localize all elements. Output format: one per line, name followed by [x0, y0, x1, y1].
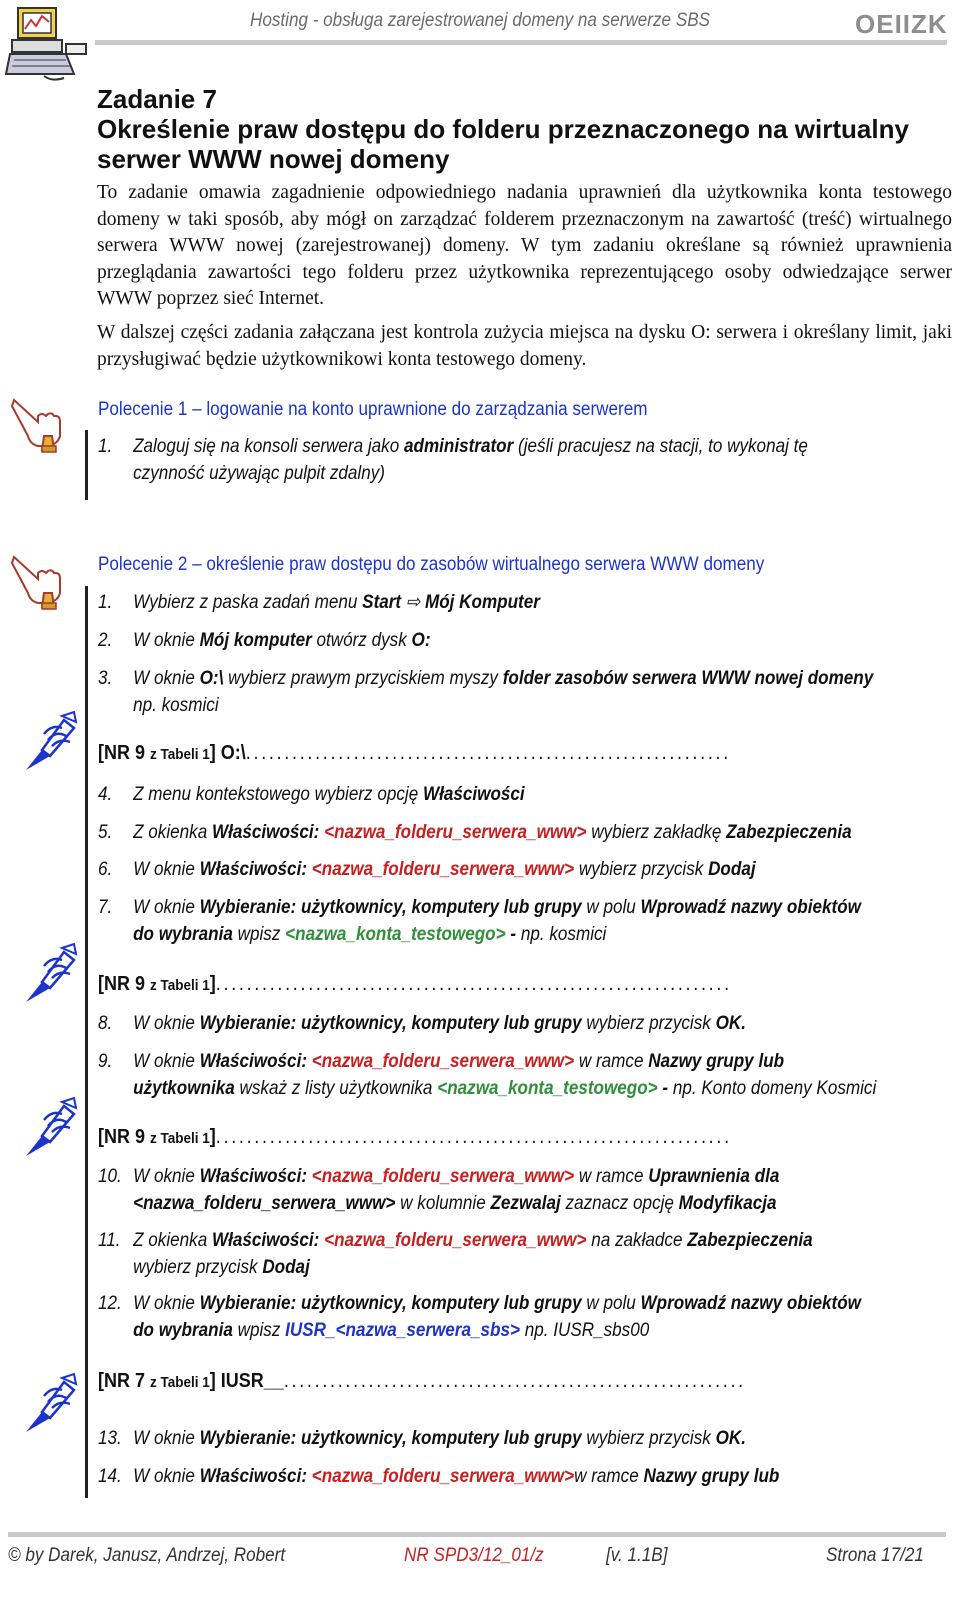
nr-fill-line-2: [NR 9 z Tabeli 1]................................................................... — [98, 973, 732, 995]
nr-fill-line-3: [NR 9 z Tabeli 1]................................................................... — [98, 1126, 732, 1148]
cmd2-step-5: 5. Z okienka Właściwości: <nazwa_folderu_serwera_www> wybierz zakładkę Zabezpieczenia — [98, 822, 852, 843]
cmd2-step-14: 14. W oknie Właściwości: <nazwa_folderu_serwera_www>w ramce Nazwy grupy lub — [98, 1466, 780, 1487]
hand-pencil-icon — [22, 1372, 78, 1441]
cmd2-step-3: 3. W oknie O:\ wybierz prawym przyciskiem myszy folder zasobów serwera WWW nowej domeny np. kosmici — [98, 668, 874, 716]
hand-pencil-icon — [22, 1096, 78, 1165]
computer-logo-icon — [4, 2, 92, 89]
footer-document-number: NR SPD3/12_01/z — [404, 1545, 544, 1566]
cmd2-step-2: 2. W oknie Mój komputer otwórz dysk O: — [98, 630, 431, 651]
cmd2-step-1: 1. Wybierz z paska zadań menu Start ⇨ Mój Komputer — [98, 592, 540, 613]
cmd1-step-1: 1. Zaloguj się na konsoli serwera jako administrator (jeśli pracujesz na stacji, to wykonaj tę czynność używając pulpit zdalny) — [98, 436, 808, 484]
oeiizk-logo: OEIIZK — [855, 9, 948, 39]
header-title: Hosting - obsługa zarejestrowanej domeny na serwerze SBS — [250, 10, 711, 31]
task-title-line2: serwer WWW nowej domeny — [97, 144, 450, 174]
cmd2-step-4: 4. Z menu kontekstowego wybierz opcję Właściwości — [98, 784, 525, 805]
intro-paragraph-2: W dalszej części zadania załączana jest kontrola zużycia miejsca na dysku O: serwera i określany limit, jaki przysługiwać będzie użytkownikowi konta testowego domeny. — [97, 322, 952, 370]
nr-fill-line-4: [NR 7 z Tabeli 1] IUSR__............................................................ — [98, 1370, 746, 1392]
intro-paragraph-1: To zadanie omawia zagadnienie odpowiedniego nadania uprawnień dla użytkownika konta testowego domeny w taki sposób, aby mógł on zarządzać folderem przeznaczonym na zawartość (treść) wirtualnego serwera WWW nowej (zarejestrowanej) domeny. W tym zadaniu określane są również uprawnienia przeglądania zawartości tego folderu przez użytkownika reprezentującego osoby odwiedzające serwer WWW poprzez sieć Internet. — [97, 182, 952, 309]
cmd2-step-12: 12. W oknie Wybieranie: użytkownicy, komputery lub grupy w polu Wprowadź nazwy obiektów do wybrania wpisz IUSR_<nazwa_serwera_sbs> np. IUSR_sbs00 — [98, 1293, 861, 1341]
hand-pencil-icon — [22, 942, 78, 1011]
cmd2-step-7: 7. W oknie Wybieranie: użytkownicy, komputery lub grupy w polu Wprowadź nazwy obiektów do wybrania wpisz <nazwa_konta_testowego> - np. kosmici — [98, 897, 861, 945]
command-1-bar — [85, 430, 88, 500]
footer-authors: © by Darek, Janusz, Andrzej, Robert — [8, 1545, 286, 1566]
hand-pencil-icon — [22, 710, 78, 779]
footer-divider — [8, 1532, 946, 1537]
cmd2-step-13: 13. W oknie Wybieranie: użytkownicy, komputery lub grupy wybierz przycisk OK. — [98, 1428, 746, 1449]
task-number: Zadanie 7 — [97, 84, 217, 114]
cmd2-step-6: 6. W oknie Właściwości: <nazwa_folderu_serwera_www> wybierz przycisk Dodaj — [98, 859, 756, 880]
footer-version: [v. 1.1B] — [606, 1545, 668, 1566]
cmd2-step-8: 8. W oknie Wybieranie: użytkownicy, komputery lub grupy wybierz przycisk OK. — [98, 1013, 746, 1034]
nr-fill-line-1: [NR 9 z Tabeli 1] O:\............................................................... — [98, 742, 731, 764]
pointing-hand-icon — [8, 549, 66, 616]
pointing-hand-icon — [8, 392, 66, 459]
command-2-bar — [85, 586, 88, 1498]
command-2-title: Polecenie 2 – określenie praw dostępu do zasobów wirtualnego serwera WWW domeny — [98, 554, 765, 575]
cmd2-step-10: 10. W oknie Właściwości: <nazwa_folderu_serwera_www> w ramce Uprawnienia dla <nazwa_folderu_serwera_www> w kolumnie Zezwalaj zaznacz opcję Modyfikacja — [98, 1166, 780, 1214]
command-1-title: Polecenie 1 – logowanie na konto uprawnione do zarządzania serwerem — [98, 399, 648, 420]
footer-page-number: Strona 17/21 — [826, 1545, 924, 1566]
task-title-line1: Określenie praw dostępu do folderu przeznaczonego na wirtualny — [97, 114, 909, 144]
header-divider — [95, 40, 947, 45]
cmd2-step-9: 9. W oknie Właściwości: <nazwa_folderu_serwera_www> w ramce Nazwy grupy lub użytkownika wskaż z listy użytkownika <nazwa_konta_testowego> - np. Konto domeny Kosmici — [98, 1051, 877, 1099]
cmd2-step-11: 11. Z okienka Właściwości: <nazwa_folderu_serwera_www> na zakładce Zabezpieczenia wybierz przycisk Dodaj — [98, 1230, 813, 1278]
